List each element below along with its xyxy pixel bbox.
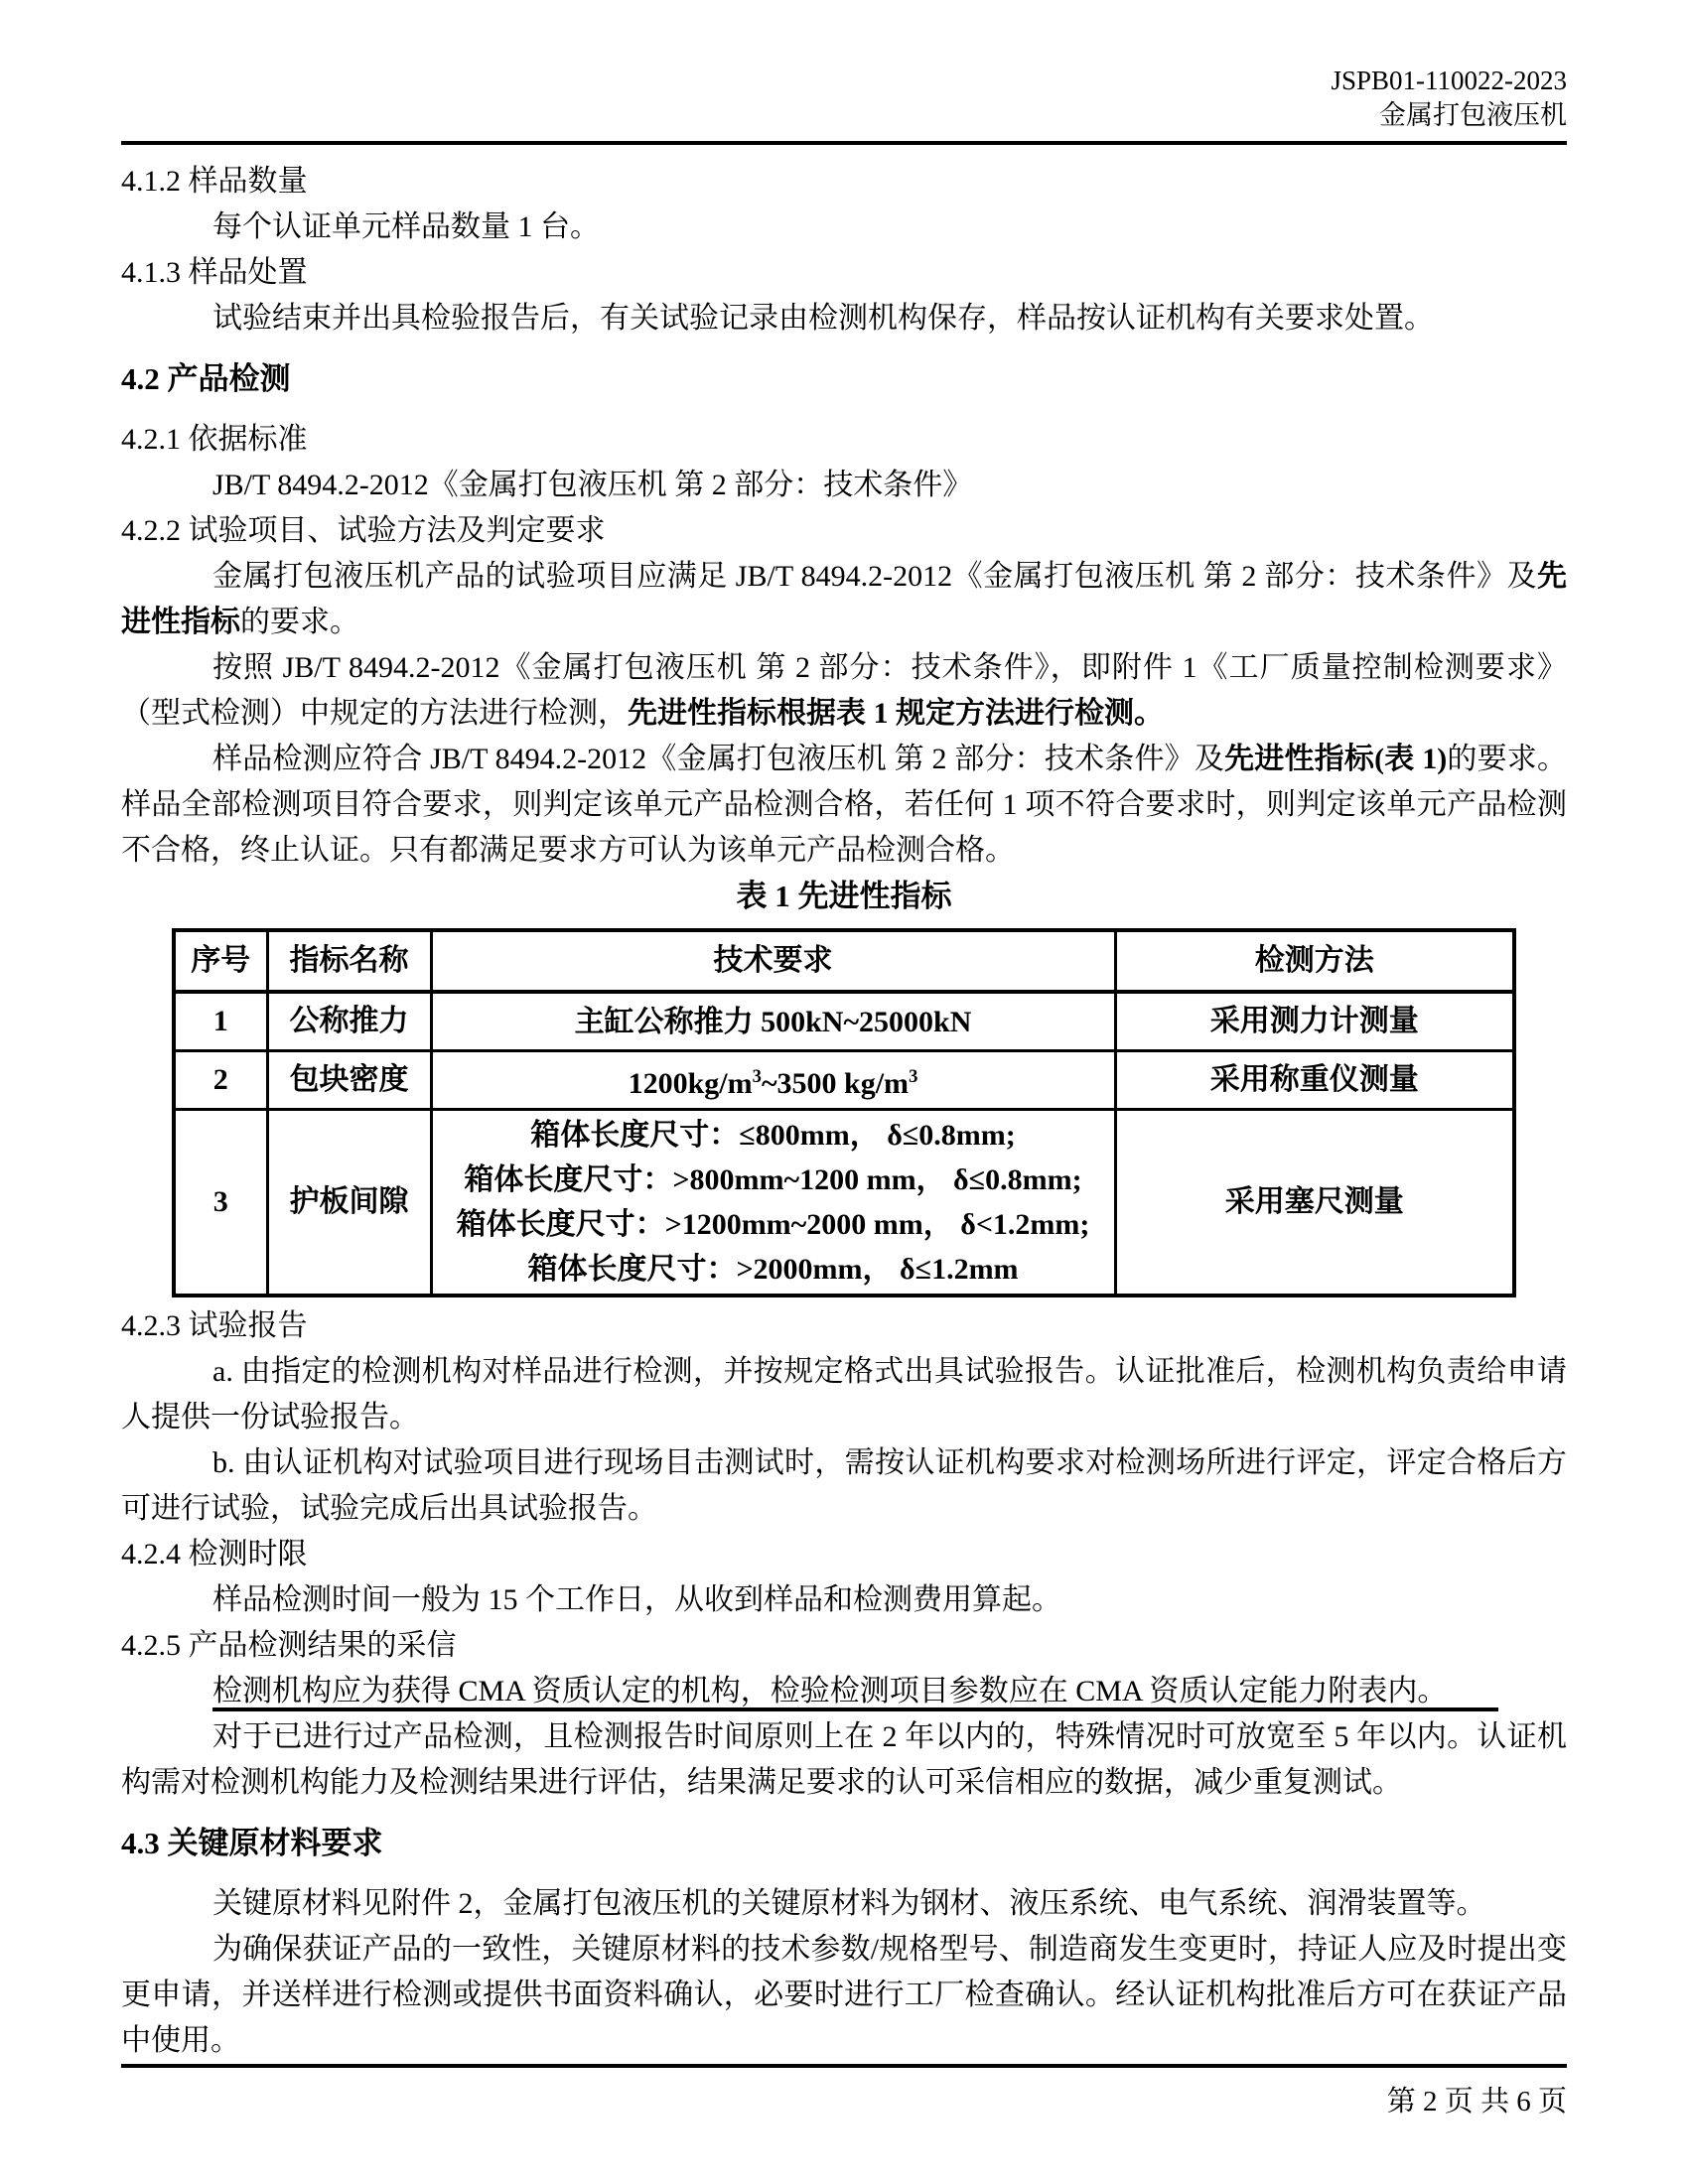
text-run: a. 由指定的检测机构对样品进行检测，并按规定格式出具试验报告。认证批准后，检测机构负责给申请人提供一份试验报告。 [121, 1355, 1567, 1433]
text-run: 的要求。样品全部检测项目符合要求，则判定该单元产品检测合格，若任何 1 项不符合要求时，则判定该单元产品检测不合格，终止认证。只有都满足要求方可认为该单元产品检测合格。 [121, 743, 1567, 867]
paragraph [121, 1577, 1567, 1623]
subsection-heading: 4.2.5 产品检测结果的采信 [121, 1629, 457, 1662]
cell-index: 2 [174, 1051, 267, 1110]
section-heading: 4.3 关键原材料要求 [121, 1826, 383, 1860]
page-header [121, 0, 1567, 145]
text-run: b. 由认证机构对试验项目进行现场目击测试时，需按认证机构要求对检测场所进行评定，评定合格后方可进行试验，试验完成后出具试验报告。 [121, 1446, 1567, 1525]
paragraph [121, 1881, 1567, 1927]
paragraph [121, 737, 1567, 874]
text-run: 样品检测应符合 JB/T 8494.2-2012《金属打包液压机 第 2 部分：技术条件》及 [212, 743, 1225, 775]
subsection-heading: 4.1.3 样品处置 [121, 256, 308, 289]
paragraph [121, 554, 1567, 645]
requirement-line: 主缸公称推力 500kN~25000kN [574, 1005, 972, 1038]
bold-text: 先进性指标(表 1) [1224, 743, 1448, 775]
cell-test-method: 采用称重仪测量 [1115, 1051, 1514, 1110]
paragraph [121, 1927, 1567, 2064]
text-run: 为确保获证产品的一致性，关键原材料的技术参数/规格型号、制造商发生变更时，持证人应及时提出变更申请，并送样进行检测或提供书面资料确认，必要时进行工厂检查确认。经认证机构批准后方可在获证产品中使用。 [121, 1933, 1567, 2057]
requirement-line: 箱体长度尺寸：>2000mm， δ≤1.2mm [527, 1253, 1019, 1286]
paragraph [121, 645, 1567, 737]
paragraph [121, 1440, 1567, 1532]
superscript-3: 3 [752, 1066, 762, 1087]
requirement-line: 箱体长度尺寸：≤800mm， δ≤0.8mm; [530, 1119, 1016, 1152]
text-run: 金属打包液压机产品的试验项目应满足 JB/T 8494.2-2012《金属打包液压机 第 2 部分：技术条件》及 [212, 560, 1537, 593]
page-number: 第 2 页 共 6 页 [1386, 2086, 1567, 2117]
bold-text: 先进性指标 [121, 560, 1567, 638]
paragraph [121, 296, 1567, 341]
text-run: JB/T 8494.2-2012《金属打包液压机 第 2 部分：技术条件》 [212, 469, 973, 501]
cell-indicator-name: 包块密度 [267, 1051, 431, 1110]
table-header-cell: 指标名称 [267, 930, 431, 992]
paragraph [121, 1669, 1567, 1714]
text-run: 每个认证单元样品数量 1 台。 [212, 210, 600, 243]
table-row [174, 992, 1514, 1051]
underlined-text: 检测机构应为获得 CMA 资质认定的机构，检验检测项目参数应在 CMA 资质认定能力附表内。 [212, 1675, 1498, 1711]
doc-number: JSPB01-110022-2023 [1331, 66, 1567, 95]
requirement-line: $1200kg/m^3\sim 3500$ $kg/m^3$ [628, 1066, 918, 1100]
section-heading: 4.2 产品检测 [121, 361, 291, 396]
cell-index: 3 [174, 1110, 267, 1297]
text-run: 按照 JB/T 8494.2-2012《金属打包液压机 第 2 部分：技术条件》，即附件 1《工厂质量控制检测要求》（型式检测）中规定的方法进行检测， [121, 651, 1567, 730]
text-run: 试验结束并出具检验报告后，有关试验记录由检测机构保存，样品按认证机构有关要求处置。 [212, 302, 1434, 335]
cell-indicator-name: 护板间隙 [267, 1110, 431, 1297]
table-header-row [174, 930, 1514, 992]
table-header-cell: 序号 [174, 930, 267, 992]
cell-technical-requirement [431, 1051, 1115, 1110]
subsection-heading: 4.2.4 检测时限 [121, 1538, 308, 1570]
superscript-3: 3 [909, 1066, 918, 1087]
subsection-heading: 4.1.2 样品数量 [121, 165, 308, 198]
cell-technical-requirement [431, 1110, 1115, 1297]
subsection-heading: 4.2.2 试验项目、试验方法及判定要求 [121, 514, 606, 547]
subsection-heading: 4.2.3 试验报告 [121, 1309, 308, 1342]
paragraph [121, 205, 1567, 250]
table-header-cell: 技术要求 [431, 930, 1115, 992]
table-title: 表 1 先进性指标 [736, 879, 952, 913]
table-row [174, 1110, 1514, 1297]
document-body [121, 159, 1567, 2064]
cell-test-method: 采用测力计测量 [1115, 992, 1514, 1051]
table-row [174, 1051, 1514, 1110]
cell-indicator-name: 公称推力 [267, 992, 431, 1051]
table-header-cell: 检测方法 [1115, 930, 1514, 992]
subsection-heading: 4.2.1 依据标准 [121, 423, 308, 456]
doc-title: 金属打包液压机 [1379, 100, 1567, 130]
paragraph [121, 1349, 1567, 1440]
text-run: 关键原材料见附件 2，金属打包液压机的关键原材料为钢材、液压系统、电气系统、润滑装置等。 [212, 1887, 1486, 1920]
text-run: 对于已进行过产品检测，且检测报告时间原则上在 2 年以内的，特殊情况时可放宽至 5 年以内。认证机构需对检测机构能力及检测结果进行评估，结果满足要求的认可采信相应的数据，减少重复测试。 [121, 1720, 1567, 1799]
requirement-line: 箱体长度尺寸：>800mm~1200 mm， δ≤0.8mm; [464, 1163, 1082, 1196]
text-run: 样品检测时间一般为 15 个工作日，从收到样品和检测费用算起。 [212, 1583, 1061, 1616]
page-footer [121, 2064, 1567, 2119]
indicators-table [172, 928, 1516, 1297]
cell-test-method: 采用塞尺测量 [1115, 1110, 1514, 1297]
paragraph [121, 463, 1567, 508]
bold-text: 先进性指标根据表 1 规定方法进行检测。 [628, 697, 1164, 730]
requirement-line: 箱体长度尺寸：>1200mm~2000 mm， δ<1.2mm; [456, 1208, 1090, 1241]
cell-index: 1 [174, 992, 267, 1051]
text-run: 的要求。 [240, 606, 359, 638]
paragraph [121, 1714, 1567, 1806]
cell-technical-requirement [431, 992, 1115, 1051]
